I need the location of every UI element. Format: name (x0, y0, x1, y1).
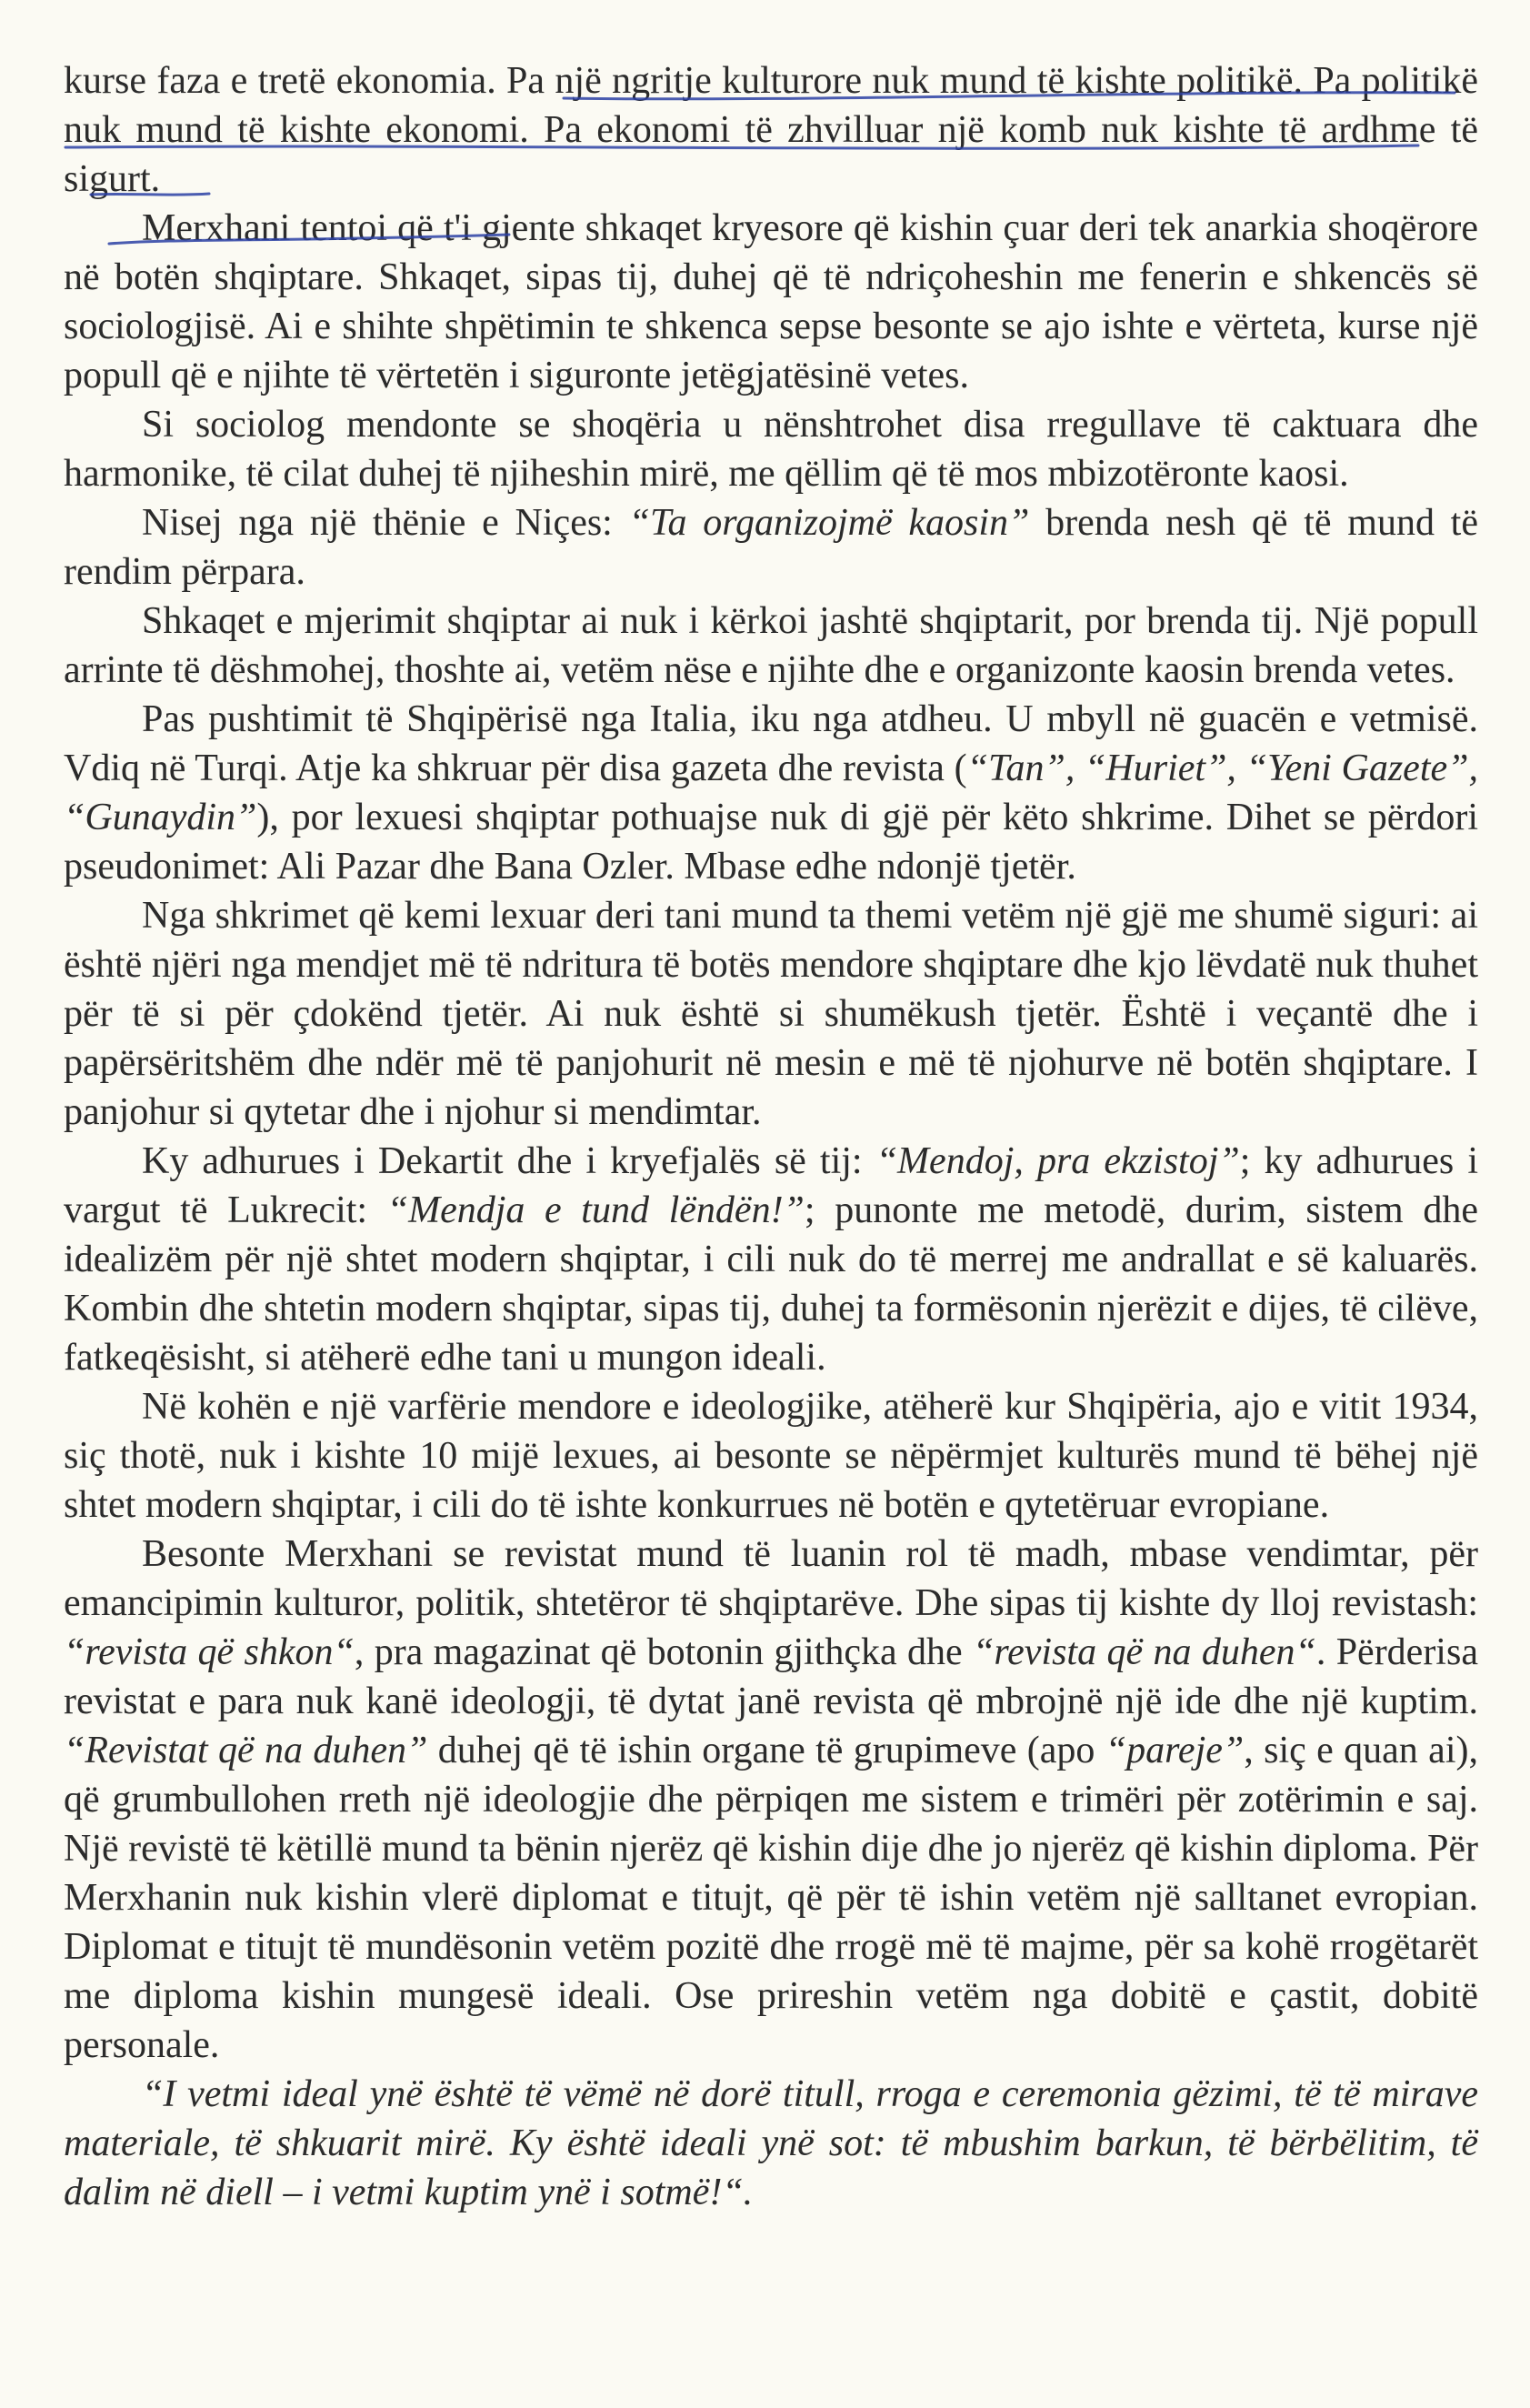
paragraph: Si sociolog mendonte se shoqëria u nënshtrohet disa rregullave të caktuara dhe harmonike, të cilat duhej të njiheshin mirë, me qëllim që të mos mbizotëronte kaosi. (64, 404, 1478, 495)
paragraph: Ky adhurues i Dekartit dhe i kryefjalës së tij: “Mendoj, pra ekzistoj”; ky adhurues i vargut të Lukrecit: “Mendja e tund lëndën!”; punonte me metodë, durim, sistem dhe idealizëm për një shtet modern shqiptar, i cili nuk do të merrej me andrallat e së kaluarës. Kombin dhe shtetin modern shqiptar, sipas tij, duhej ta formësonin njerëzit e dijes, të cilëve, fatkeqësisht, si atëherë edhe tani u mungon ideali. (64, 1140, 1479, 1379)
quotation: “revista që na duhen“ (972, 1631, 1316, 1673)
document-page (64, 56, 1478, 2217)
paragraph: Shkaqet e mjerimit shqiptar ai nuk i kërkoi jashtë shqiptarit, por brenda tij. Një popull arrinte të dëshmohej, thoshte ai, vetëm nëse e njihte dhe e organizonte kaosin brenda vetes. (64, 600, 1478, 691)
paragraph: Nisej nga një thënie e Niçes: “Ta organizojmë kaosin” brenda nesh që të mund të rendim përpara. (64, 502, 1478, 593)
paragraph: kurse faza e tretë ekonomia. Pa një ngritje kulturore nuk mund të kishte politikë. Pa politikë nuk mund të kishte ekonomi. Pa ekonomi të zhvilluar një komb nuk kishte të ardhme të sigurt. (64, 60, 1478, 200)
paragraph: Pas pushtimit të Shqipërisë nga Italia, iku nga atdheu. U mbyll në guacën e vetmisë. Vdiq në Turqi. Atje ka shkruar për disa gazeta dhe revista (“Tan”, “Huriet”, “Yeni Gazete”, “Gunaydin”), por lexuesi shqiptar pothuajse nuk di gjë për këto shkrime. Dihet se përdori pseudonimet: Ali Pazar dhe Bana Ozler. Mbase edhe ndonjë tjetër. (64, 698, 1478, 888)
quotation: “Revistat që na duhen” (64, 1730, 428, 1771)
paragraph: Nga shkrimet që kemi lexuar deri tani mund ta themi vetëm një gjë me shumë siguri: ai është njëri nga mendjet më të ndritura të botës mendore shqiptare dhe kjo lëvdatë nuk thuhet për të si për çdokënd tjetër. Ai nuk është si shumëkush tjetër. Është i veçantë dhe i papërsëritshëm dhe ndër më të panjohurit në mesin e më të njohurve në botën shqiptare. I panjohur si qytetar dhe i njohur si mendimtar. (64, 895, 1478, 1133)
closing-quotation: “I vetmi ideal ynë është të vëmë në dorë titull, rroga e ceremonia gëzimi, të të mirave materiale, të shkuarit mirë. Ky është ideali ynë sot: të mbushim barkun, të bërbëlitim, të dalim në diell – i vetmi kuptim ynë i sotmë!“. (64, 2073, 1478, 2213)
paragraph: Besonte Merxhani se revistat mund të luanin rol të madh, mbase vendimtar, për emancipimin kulturor, politik, shtetëror të shqiptarëve. Dhe sipas tij kishte dy lloj revistash: “revista që shkon“, pra magazinat që botonin gjithçka dhe “revista që na duhen“. Përderisa revistat e para nuk kanë ideologji, të dytat janë revista që mbrojnë një ide dhe një kuptim. “Revistat që na duhen” duhej që të ishin organe të grupimeve (apo “pareje”, siç e quan ai), që grumbullohen rreth një ideologjie dhe përpiqen me sistem e trimëri për zotërimin e saj. Një revistë të këtillë mund ta bënin njerëz që kishin dije dhe jo njerëz që kishin diploma. Për Merxhanin nuk kishin vlerë diplomat e titujt, që për të ishin vetëm një salltanet evropian. Diplomat e titujt të mundësonin vetëm pozitë dhe rrogë më të majme, për sa kohë rrogëtarët me diploma kishin mungesë ideali. Ose prireshin vetëm nga dobitë e çastit, dobitë personale. (64, 1533, 1478, 2066)
paragraph: Në kohën e një varfërie mendore e ideologjike, atëherë kur Shqipëria, ajo e vitit 1934, siç thotë, nuk i kishte 10 mijë lexues, ai besonte se nëpërmjet kulturës mund të bëhej një shtet modern shqiptar, i cili do të ishte konkurrues në botën e qytetëruar evropiane. (64, 1386, 1478, 1526)
quotation: “revista që shkon“ (64, 1631, 355, 1673)
quotation: “Mendja e tund lëndën!” (386, 1189, 805, 1231)
quotation: “Mendoj, pra ekzistoj” (875, 1140, 1240, 1182)
newspaper-names: “Tan”, “Huriet”, “Yeni Gazete”, “Gunaydin” (64, 747, 1478, 838)
quotation: “pareje” (1105, 1730, 1245, 1771)
quotation: “Ta organizojmë kaosin” (628, 502, 1030, 544)
paragraph: Merxhani tentoi që t'i gjente shkaqet kryesore që kishin çuar deri tek anarkia shoqërore në botën shqiptare. Shkaqet, sipas tij, duhej që të ndriçoheshin me fenerin e shkencës së sociologjisë. Ai e shihte shpëtimin te shkenca sepse besonte se ajo ishte e vërteta, kurse një popull që e njihte të vërtetën i siguronte jetëgjatësinë vetes. (64, 207, 1478, 396)
